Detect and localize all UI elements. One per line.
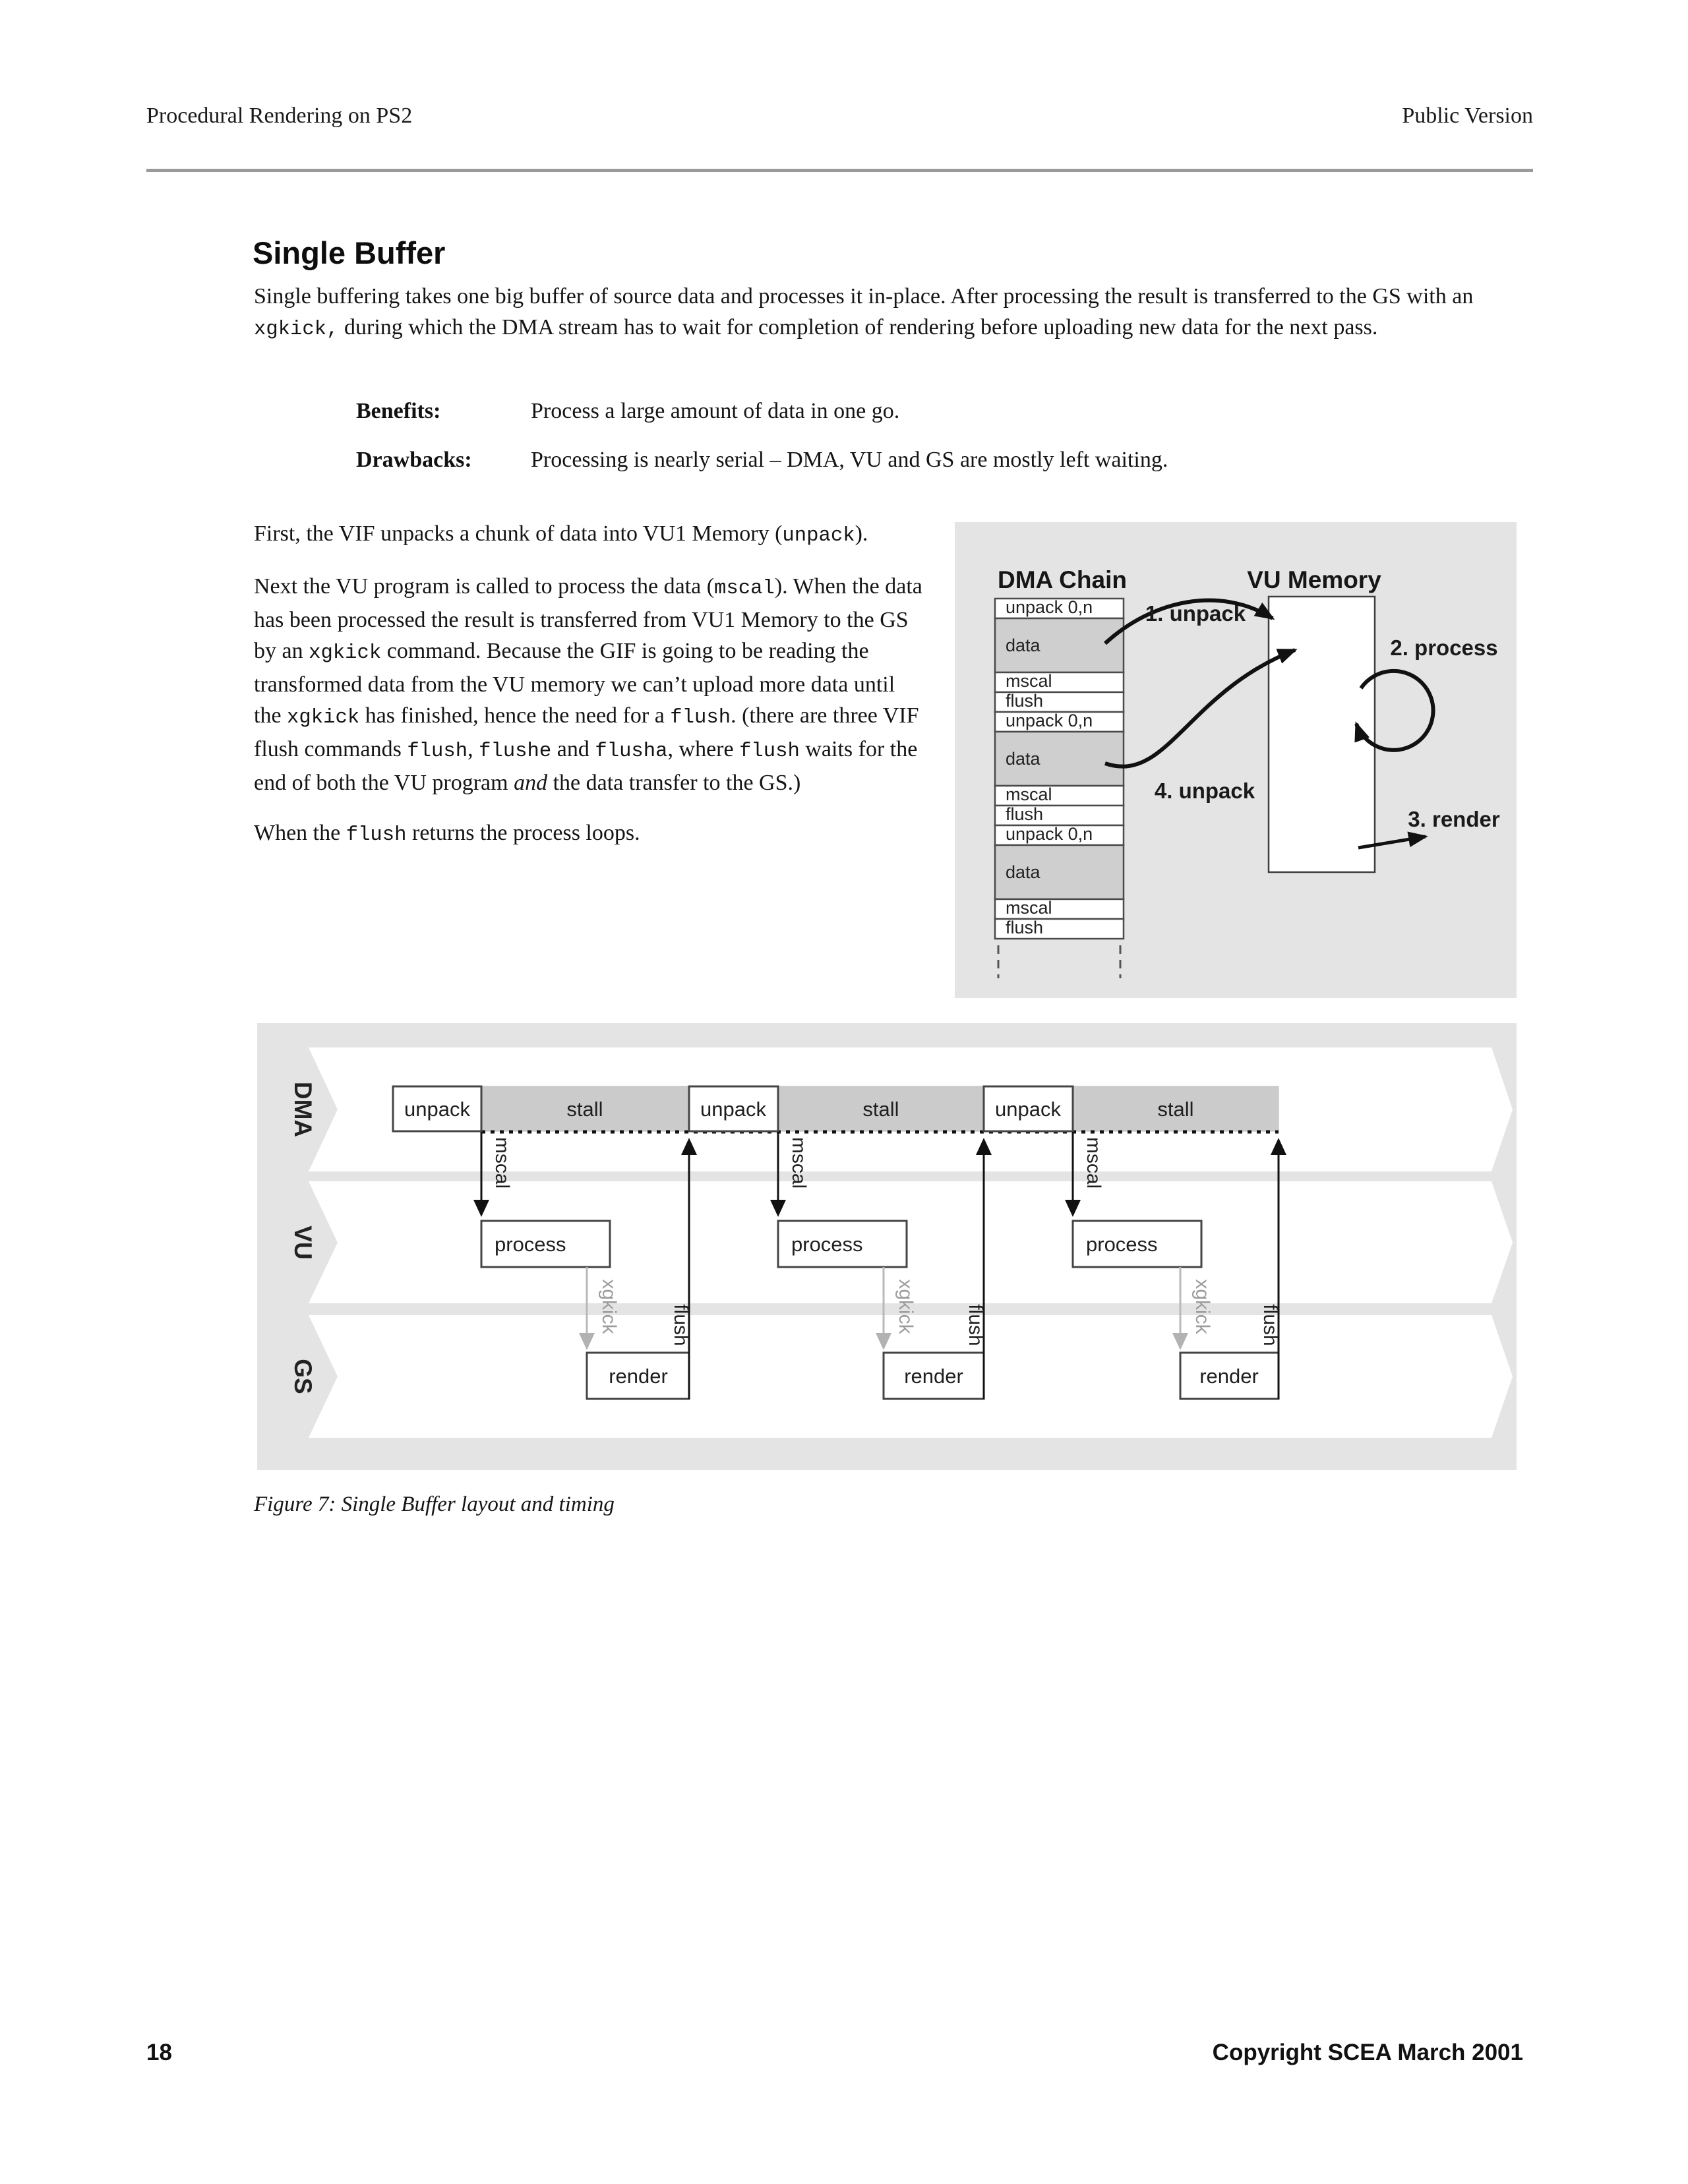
page-number: 18 bbox=[146, 2040, 172, 2065]
xgkick-label: xgkick bbox=[598, 1279, 620, 1334]
header-rule bbox=[146, 169, 1533, 172]
drawbacks-text: Processing is nearly serial – DMA, VU and GS are mostly left waiting. bbox=[531, 448, 1168, 472]
paragraph-first: First, the VIF unpacks a chunk of data into VU1 Memory (unpack). bbox=[254, 521, 868, 547]
chain-row-label: mscal bbox=[1006, 784, 1052, 804]
intro-paragraph: Single buffering takes one big buffer of source data and processes it in-place. After processing the result is transferred to the GS with an xgkick, during which the DMA stream has to wait for completion of rendering before uploading new data for the next pass. bbox=[254, 284, 1474, 341]
vu-memory-box bbox=[1269, 597, 1375, 872]
process-label: process bbox=[1086, 1233, 1158, 1256]
section-title: Single Buffer bbox=[253, 235, 446, 270]
unpack-label: unpack bbox=[700, 1098, 766, 1121]
timing-diagram bbox=[257, 1023, 1517, 1470]
chain-row-label: unpack 0,n bbox=[1006, 711, 1093, 730]
vu-memory-title: VU Memory bbox=[1247, 566, 1381, 593]
mscal-label: mscal bbox=[1083, 1136, 1104, 1189]
footer-copyright: Copyright SCEA March 2001 bbox=[1212, 2040, 1523, 2065]
paragraph-loop: When the flush returns the process loops. bbox=[254, 821, 640, 846]
chain-row-label: unpack 0,n bbox=[1006, 824, 1093, 844]
lane-label-vu: VU bbox=[289, 1225, 316, 1260]
lane-label-dma: DMA bbox=[289, 1081, 316, 1138]
chain-row-label: data bbox=[1006, 749, 1040, 769]
chain-row-label: flush bbox=[1006, 918, 1044, 937]
stall-label: stall bbox=[566, 1098, 603, 1121]
stall-label: stall bbox=[1157, 1098, 1194, 1121]
process-label: process bbox=[495, 1233, 566, 1256]
xgkick-label: xgkick bbox=[1191, 1279, 1213, 1334]
xgkick-label: xgkick bbox=[895, 1279, 917, 1334]
render-label: render bbox=[904, 1365, 963, 1388]
flush-label: flush bbox=[965, 1304, 986, 1346]
header-left: Procedural Rendering on PS2 bbox=[146, 103, 413, 128]
chain-row-label: flush bbox=[1006, 804, 1044, 824]
chain-row-label: flush bbox=[1006, 691, 1044, 711]
chain-row-label: data bbox=[1006, 635, 1040, 655]
mscal-label: mscal bbox=[491, 1136, 513, 1189]
benefits-label: Benefits: bbox=[356, 399, 441, 423]
paragraph-next: Next the VU program is called to process the data (mscal). When the data has been processed the result is transferred from VU1 Memory to the GS by an xgkick command. Because the GIF is going to be reading the transformed data from the VU memory we can’t upload more data until the xgkick has finished, hence the need for a flush. (there are three VIF flush commands flush, flushe and flusha, where flush waits for the end of both the VU program and the data transfer to the GS.) bbox=[254, 574, 922, 795]
flush-label: flush bbox=[670, 1304, 692, 1346]
unpack-label: unpack bbox=[404, 1098, 470, 1121]
step-label-render3: 3. render bbox=[1408, 807, 1500, 831]
render-label: render bbox=[1199, 1365, 1259, 1388]
memory-diagram bbox=[955, 522, 1517, 998]
header-right: Public Version bbox=[1402, 103, 1533, 128]
body-column bbox=[254, 518, 923, 851]
step-label-process2: 2. process bbox=[1390, 635, 1498, 660]
step-label-unpack4: 4. unpack bbox=[1154, 779, 1255, 803]
step-label-unpack1: 1. unpack bbox=[1145, 601, 1246, 626]
mscal-label: mscal bbox=[788, 1136, 810, 1189]
drawbacks-label: Drawbacks: bbox=[356, 448, 472, 472]
chain-row-label: mscal bbox=[1006, 671, 1052, 691]
flush-label: flush bbox=[1259, 1304, 1281, 1346]
benefits-text: Process a large amount of data in one go. bbox=[531, 399, 900, 423]
chain-row-label: mscal bbox=[1006, 898, 1052, 918]
lane-label-gs: GS bbox=[289, 1359, 316, 1394]
render-label: render bbox=[609, 1365, 668, 1388]
chain-row-label: unpack 0,n bbox=[1006, 597, 1093, 617]
dma-chain-column bbox=[995, 597, 1124, 978]
dma-chain-title: DMA Chain bbox=[998, 566, 1127, 593]
figure-caption: Figure 7: Single Buffer layout and timing bbox=[254, 1492, 615, 1516]
process-label: process bbox=[791, 1233, 863, 1256]
stall-label: stall bbox=[862, 1098, 899, 1121]
chain-row-label: data bbox=[1006, 862, 1040, 882]
unpack-label: unpack bbox=[995, 1098, 1061, 1121]
